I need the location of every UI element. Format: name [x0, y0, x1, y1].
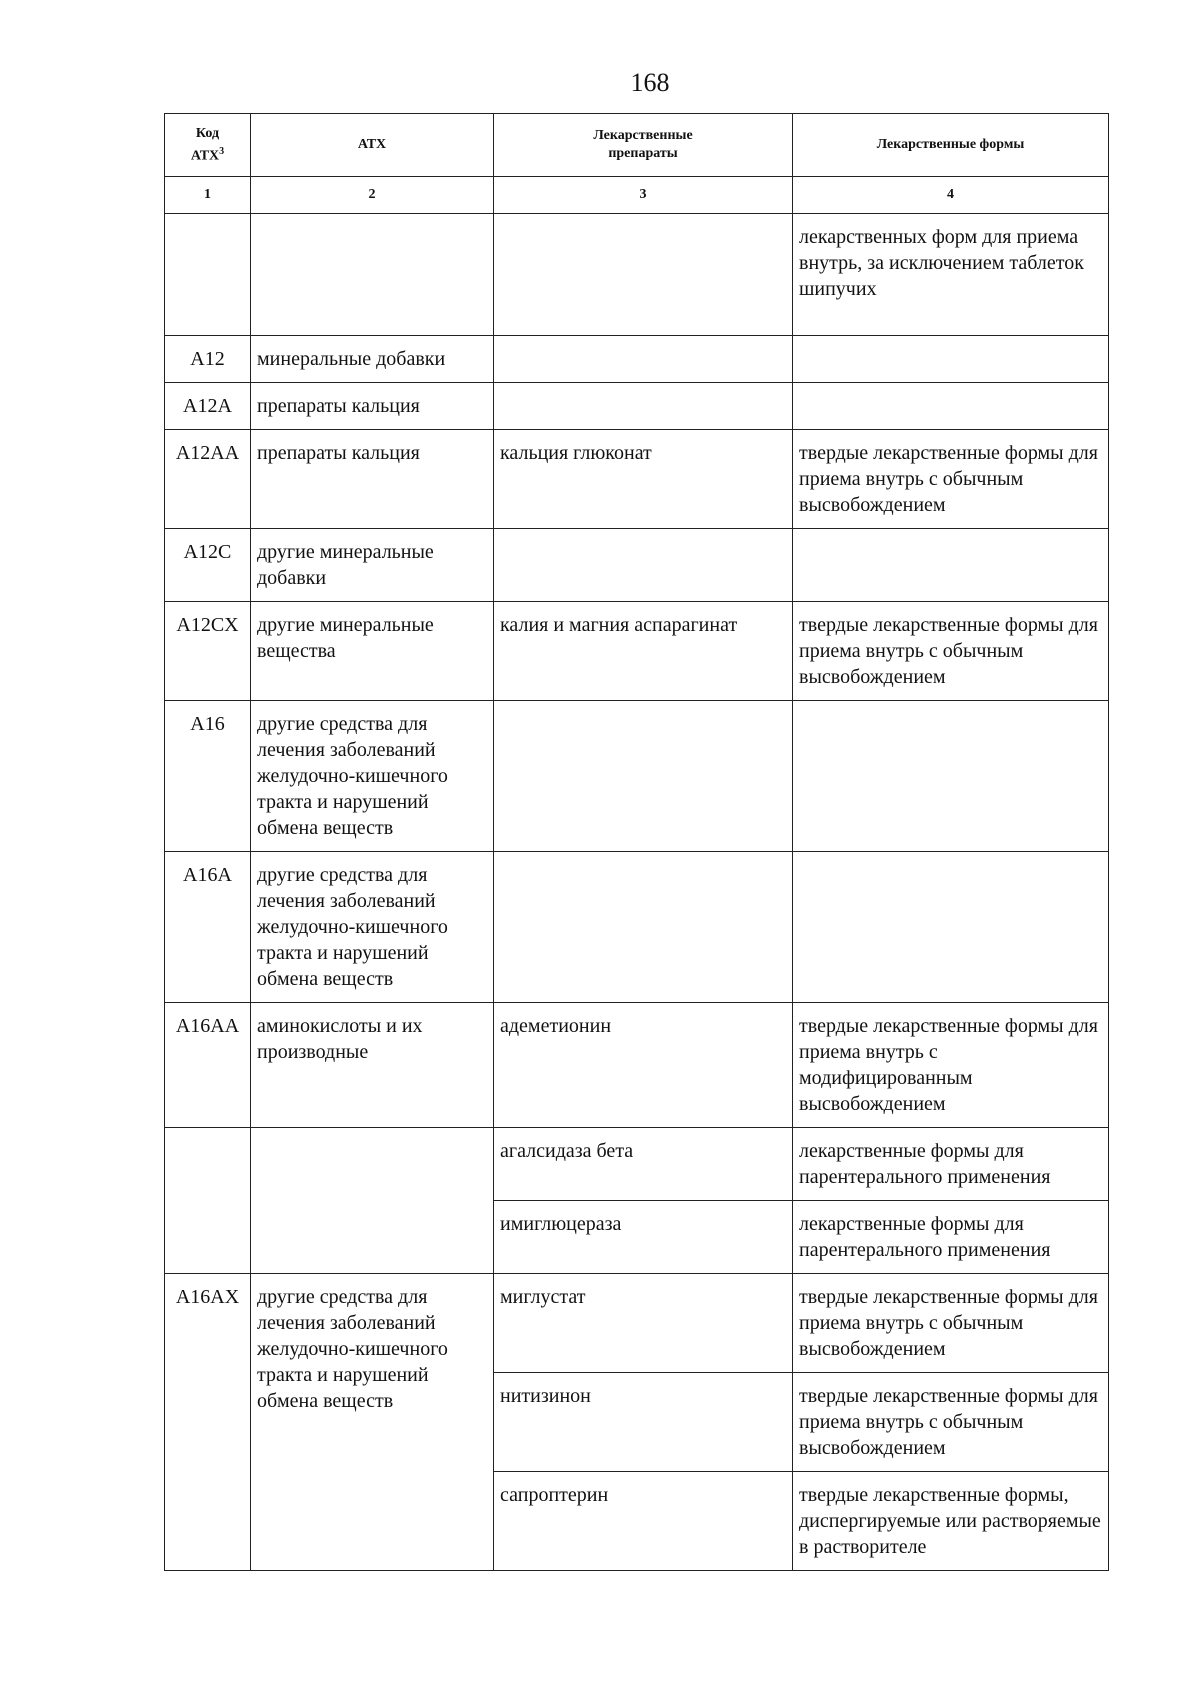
table-row [165, 602, 1109, 701]
atx-cell: другие средства для лечения заболеваний желудочно-кишечного тракта и нарушений обмена веществ [251, 1274, 494, 1571]
drug-cell [494, 529, 793, 602]
atx-cell [251, 1128, 494, 1274]
form-cell [793, 852, 1109, 1003]
code-cell: A16AA [165, 1003, 251, 1128]
atx-cell: другие минеральные вещества [251, 602, 494, 701]
col-number-3: 3 [494, 177, 793, 214]
atx-cell: аминокислоты и их производные [251, 1003, 494, 1128]
code-cell [165, 1128, 251, 1274]
table-row [165, 336, 1109, 383]
header-code [165, 114, 251, 177]
code-cell: A12 [165, 336, 251, 383]
drug-cell [494, 383, 793, 430]
drug-cell: агалсидаза бета [494, 1128, 793, 1201]
atx-table [164, 113, 1109, 1571]
code-cell: A16AX [165, 1274, 251, 1571]
code-cell: A16 [165, 701, 251, 852]
atx-cell: препараты кальция [251, 383, 494, 430]
header-drugs [494, 114, 793, 177]
table-row [165, 529, 1109, 602]
atx-cell: другие минеральные добавки [251, 529, 494, 602]
header-forms: Лекарственные формы [793, 114, 1109, 177]
table-header-row [165, 114, 1109, 177]
drug-cell: сапроптерин [494, 1472, 793, 1571]
drug-cell: миглустат [494, 1274, 793, 1373]
drug-cell: кальция глюконат [494, 430, 793, 529]
atx-cell [251, 214, 494, 336]
table-row [165, 1003, 1109, 1128]
atx-cell: другие средства для лечения заболеваний желудочно-кишечного тракта и нарушений обмена веществ [251, 701, 494, 852]
header-code-line2: АТХ [190, 148, 220, 164]
code-cell: A12A [165, 383, 251, 430]
table-row [165, 383, 1109, 430]
drug-cell: адеметионин [494, 1003, 793, 1128]
drug-cell: имиглюцераза [494, 1201, 793, 1274]
code-cell: A12AA [165, 430, 251, 529]
form-cell [793, 701, 1109, 852]
form-cell: лекарственные формы для парентерального применения [793, 1201, 1109, 1274]
drug-cell: нитизинон [494, 1373, 793, 1472]
form-cell: лекарственные формы для парентерального применения [793, 1128, 1109, 1201]
atx-cell: другие средства для лечения заболеваний желудочно-кишечного тракта и нарушений обмена веществ [251, 852, 494, 1003]
table-row [165, 214, 1109, 336]
code-cell: A12CX [165, 602, 251, 701]
atx-cell: препараты кальция [251, 430, 494, 529]
form-cell: лекарственных форм для приема внутрь, за исключением таблеток шипучих [793, 214, 1109, 336]
form-cell: твердые лекарственные формы для приема внутрь с обычным высвобождением [793, 430, 1109, 529]
form-cell [793, 383, 1109, 430]
form-cell: твердые лекарственные формы, диспергируемые или растворяемые в растворителе [793, 1472, 1109, 1571]
atx-cell: минеральные добавки [251, 336, 494, 383]
header-drugs-line1: Лекарственные [593, 128, 693, 143]
header-code-line1: Код [195, 125, 220, 141]
col-number-1: 1 [165, 177, 251, 214]
form-cell: твердые лекарственные формы для приема внутрь с обычным высвобождением [793, 602, 1109, 701]
code-cell [165, 214, 251, 336]
table-row [165, 430, 1109, 529]
table-row [165, 1128, 1109, 1201]
form-cell [793, 529, 1109, 602]
table-row [165, 701, 1109, 852]
code-cell: A12C [165, 529, 251, 602]
page-number: 168 [630, 68, 670, 97]
form-cell: твердые лекарственные формы для приема внутрь с обычным высвобождением [793, 1274, 1109, 1373]
column-number-row [165, 177, 1109, 214]
header-code-footnote: 3 [219, 145, 225, 157]
col-number-4: 4 [793, 177, 1109, 214]
drug-cell [494, 214, 793, 336]
code-cell: A16A [165, 852, 251, 1003]
form-cell: твердые лекарственные формы для приема внутрь с обычным высвобождением [793, 1373, 1109, 1472]
header-drugs-line2: препараты [608, 146, 678, 161]
drug-cell: калия и магния аспарагинат [494, 602, 793, 701]
table-row [165, 852, 1109, 1003]
form-cell: твердые лекарственные формы для приема внутрь с модифицированным высвобождением [793, 1003, 1109, 1128]
drug-cell [494, 852, 793, 1003]
drug-cell [494, 336, 793, 383]
form-cell [793, 336, 1109, 383]
header-atx: АТХ [251, 114, 494, 177]
drug-cell [494, 701, 793, 852]
col-number-2: 2 [251, 177, 494, 214]
table-row [165, 1274, 1109, 1373]
